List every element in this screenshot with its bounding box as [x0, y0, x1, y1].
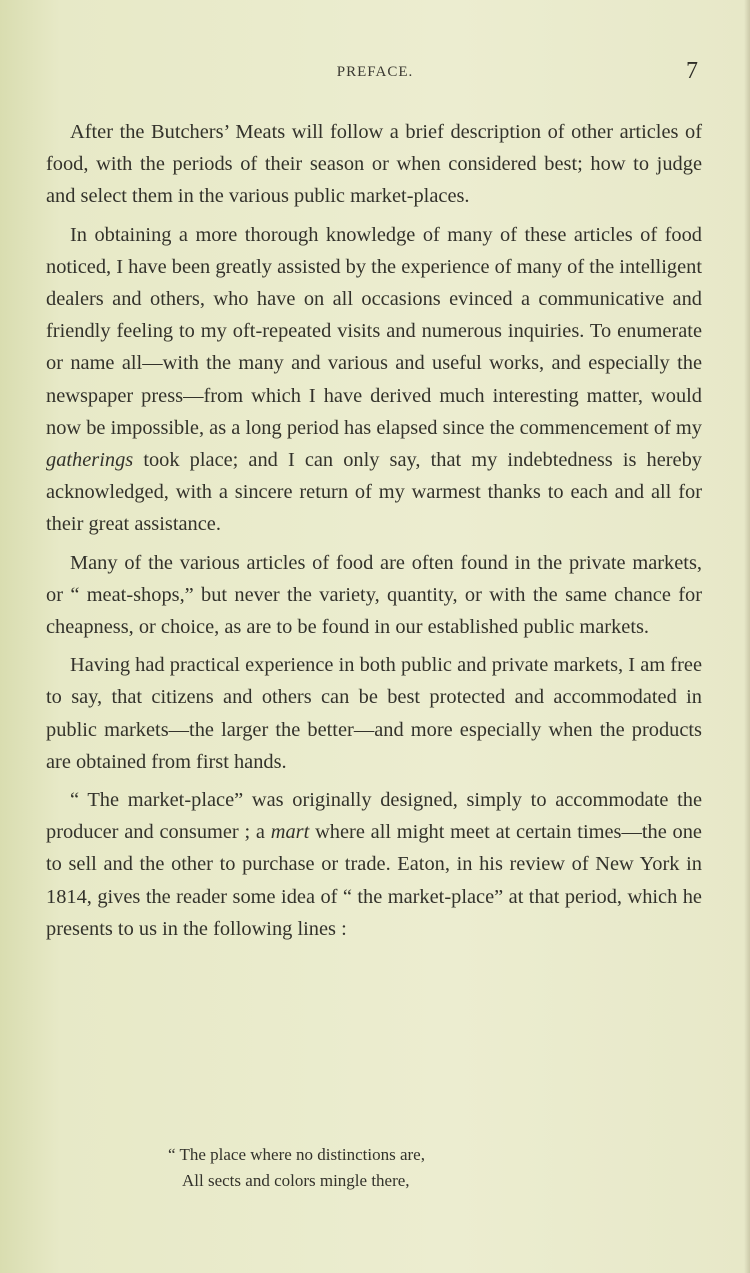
page-edge-shadow	[744, 0, 750, 1273]
paragraph	[46, 116, 702, 213]
text-run: In obtaining a more thorough knowledge of many of these articles of food noticed, I have been greatly assisted by the experience of many of the intelligent dealers and others, who have on all occasions evinced a communicative and friendly feeling to my oft-repeated visits and numerous inquiries. To enumerate or name all—with the many and various and useful works, and especially the newspaper press—from which I have derived much interesting matter, would now be impossible, as a long period has elapsed since the commencement of my	[46, 223, 702, 439]
verse-quote	[168, 1142, 425, 1194]
body-text	[46, 116, 702, 951]
paragraph	[46, 547, 702, 644]
text-run: After the Butchers’ Meats will follow a brief description of other articles of food, with the periods of their season or when considered best; how to judge and select them in the various public market-places.	[46, 121, 702, 208]
paragraph	[46, 649, 702, 778]
page-number: 7	[686, 58, 698, 84]
italic-text: gatherings	[46, 449, 134, 472]
italic-text: mart	[270, 821, 310, 844]
text-run: where all might meet at certain times—the one to sell and the other to purchase or trade. Eaton, in his review of New York in 1814, gives the reader some idea of “ the market-place” at that period, which he presents to us in the following lines :	[46, 821, 702, 940]
verse-line: “ The place where no distinctions are,	[168, 1145, 425, 1164]
text-run: Having had practical experience in both public and private markets, I am free to say, that citizens and others can be best protected and accommodated in public markets—the larger the better—and more especially when the products are obtained from first hands.	[46, 654, 702, 773]
paragraph	[46, 784, 702, 945]
verse-line: All sects and colors mingle there,	[182, 1171, 410, 1190]
text-run: took place; and I can only say, that my indebtedness is hereby acknowledged, with a sincere return of my warmest thanks to each and all for their great assistance.	[46, 449, 702, 536]
paragraph	[46, 219, 702, 541]
text-run: “ The market-place” was originally designed, simply to accommodate the producer and consumer ; a	[46, 789, 702, 844]
text-run: Many of the various articles of food are often found in the private markets, or “ meat-shops,” but never the variety, quantity, or with the same chance for cheapness, or choice, as are to be found in our established public markets.	[46, 551, 702, 639]
running-title: PREFACE.	[336, 64, 414, 80]
